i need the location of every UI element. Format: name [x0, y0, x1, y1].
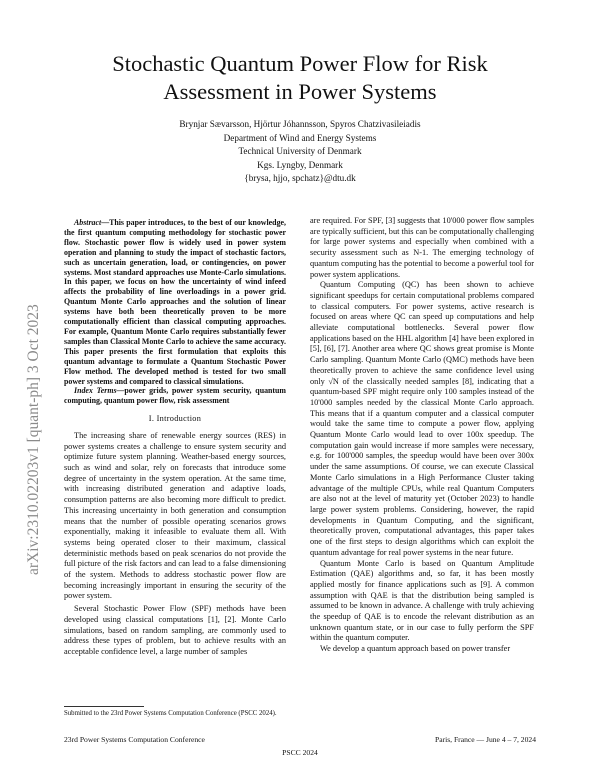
intro-paragraph-4: [310, 280, 534, 558]
right-column: [310, 216, 534, 655]
sqrt-n-symbol: √N: [328, 376, 339, 386]
author-emails: {brysa, hjjo, spchatz}@dtu.dk: [244, 173, 356, 183]
intro-paragraph-3: are required. For SPF, [3] suggests that 10'000 power flow samples are typically sufficient, but this can be computationally challenging for large power systems and especially when combined with a security assessment such as N-1. The emerging technology of quantum computing has the potential to become a powerful tool for power system applications.: [310, 216, 534, 279]
abstract: [64, 218, 286, 386]
title-line-2: Assessment in Power Systems: [163, 79, 437, 104]
footnote: Submitted to the 23rd Power Systems Computation Conference (PSCC 2024).: [64, 710, 277, 717]
intro-paragraph-5: Quantum Monte Carlo is based on Quantum Amplitude Estimation (QAE) algorithms and, so far, it has been mostly applied mostly for finance applications such as [9]. A common assumption with QAE is that the distribution being sampled is assumed to be known in advance. A challenge with truly achieving the speedup of QAE is to encode the relevant distribution as an unknown quantum state, or in our case to fully perform the SPF within the quantum computer.: [310, 558, 534, 643]
intro-paragraph-6: We develop a quantum approach based on power transfer: [320, 644, 511, 654]
affiliation-university: Technical University of Denmark: [238, 146, 362, 156]
footer-conference-name: 23rd Power Systems Computation Conference: [64, 735, 205, 744]
author-names: Brynjar Sævarsson, Hjörtur Jóhannsson, Spyros Chatzivasileiadis: [179, 119, 421, 129]
intro-paragraph-2: Several Stochastic Power Flow (SPF) methods have been developed using classical computations [1], [2]. Monte Carlo simulations, based on random sampling, are commonly used to address these types of problem, but to achieve results with an acceptable confidence level, a large number of samples: [64, 604, 286, 656]
affiliation-location: Kgs. Lyngby, Denmark: [257, 159, 343, 170]
paper-title: [60, 50, 540, 106]
abstract-text: —This paper introduces, to the best of our knowledge, the first quantum computing methodology for stochastic power flow. Stochastic power flow is widely used in power system operation and planning to study the impact of stochastic factors, such as uncertain generation, load, or contingencies, on power systems. Most standard approaches use Monte-Carlo simulations. In this paper, we focus on how the uncertainty of wind infeed affects the probability of line overloadings in a power grid. Quantum Monte Carlo approaches and the solution of linear systems have both been theoretically proven to be more computationally efficient than classical computing approaches. For example, Quantum Monte Carlo requires substantially fewer samples than Classical Monte Carlo to achieve the same accuracy. This paper presents the first formulation that exploits this quantum advantage to formulate a Quantum Stochastic Power Flow method. The developed method is tested for two small power systems and compared to classical simulations.: [64, 218, 286, 386]
abstract-label: Abstract: [74, 218, 102, 227]
intro-paragraph-4-part-a: Quantum Computing (QC) has been shown to achieve significant speedups for certain computational problems compared to classical computers. For power systems, active research is focused on areas where QC can speed up computations and help alleviate computational bottlenecks. Several power flow applications based on the HHL algorithm [4] have been explored in [5], [6], [7]. Another area where QC shows great promise is Monte Carlo sampling. Quantum Monte Carlo (QMC) methods have been theoretically proven to achieve the same confidence level using only: [310, 280, 534, 386]
intro-paragraph-4-part-b: of the classically needed samples [8], indicating that a quantum-based SPF might require only 100 samples instead of the 10'000 samples needed by the classical Monte Carlo approach. This means that if a quantum computer and a classical computer would take the same time to compute a power flow, applying Quantum Monte Carlo would lead to over 100x speedup. The computation gain would increase if more samples were necessary, e.g. for 100'000 samples, the speedup would have been over 300x under the same assumptions. Of course, we can execute Classical Monte Carlo simulations in a High Performance Cluster taking advantage of the multiple CPUs, while real Quantum Computers are also not at the level of maturity yet (October 2023) to handle large power system problems. Considering, however, the rapid developments in Quantum Computing, and the significant, theoretically proven, computational advantages, this paper takes one of the first steps to design algorithms which can exploit the quantum advantage for real power systems in the near future.: [310, 376, 534, 557]
footer-location-date: Paris, France — June 4 – 7, 2024: [434, 735, 536, 744]
footnote-divider: [64, 706, 144, 707]
index-terms: [64, 386, 286, 406]
footer-conference-acronym: PSCC 2024: [282, 748, 318, 757]
index-terms-label: Index Terms: [74, 386, 117, 396]
author-block: [60, 118, 540, 186]
title-line-1: Stochastic Quantum Power Flow for Risk: [112, 51, 488, 76]
index-terms-text: —power grids, power system security, quantum computing, quantum power flow, risk assessment: [64, 386, 287, 406]
left-column: [64, 218, 286, 658]
arxiv-sidebar-stamp: [12, 235, 52, 575]
arxiv-identifier: arXiv:2310.02203v1 [quant-ph] 3 Oct 2023: [25, 304, 42, 575]
section-heading-introduction: I. Introduction: [148, 414, 202, 424]
affiliation-department: Department of Wind and Energy Systems: [223, 132, 377, 143]
intro-paragraph-1: The increasing share of renewable energy sources (RES) in power systems creates a challenge to ensure system security and optimize future system planning. Weather-based energy sources, such as wind and solar, rely on forecasts that introduce some degree of uncertainty in the system operation. At the same time, with increasing distributed generation and adaptive loads, consumption patterns are also becoming more difficult to predict. This increasing uncertainty in both generation and consumption means that the number of possible operating scenarios grows exponentially, making it infeasible to evaluate them all. With systems being operated closer to their maximum, classical deterministic methods based on peak scenarios do not provide the full picture of the risk factors and can lead to a false dimensioning of the system. Methods to address stochastic power flow are becoming increasingly important in ensuring the security of the power system.: [64, 430, 286, 601]
